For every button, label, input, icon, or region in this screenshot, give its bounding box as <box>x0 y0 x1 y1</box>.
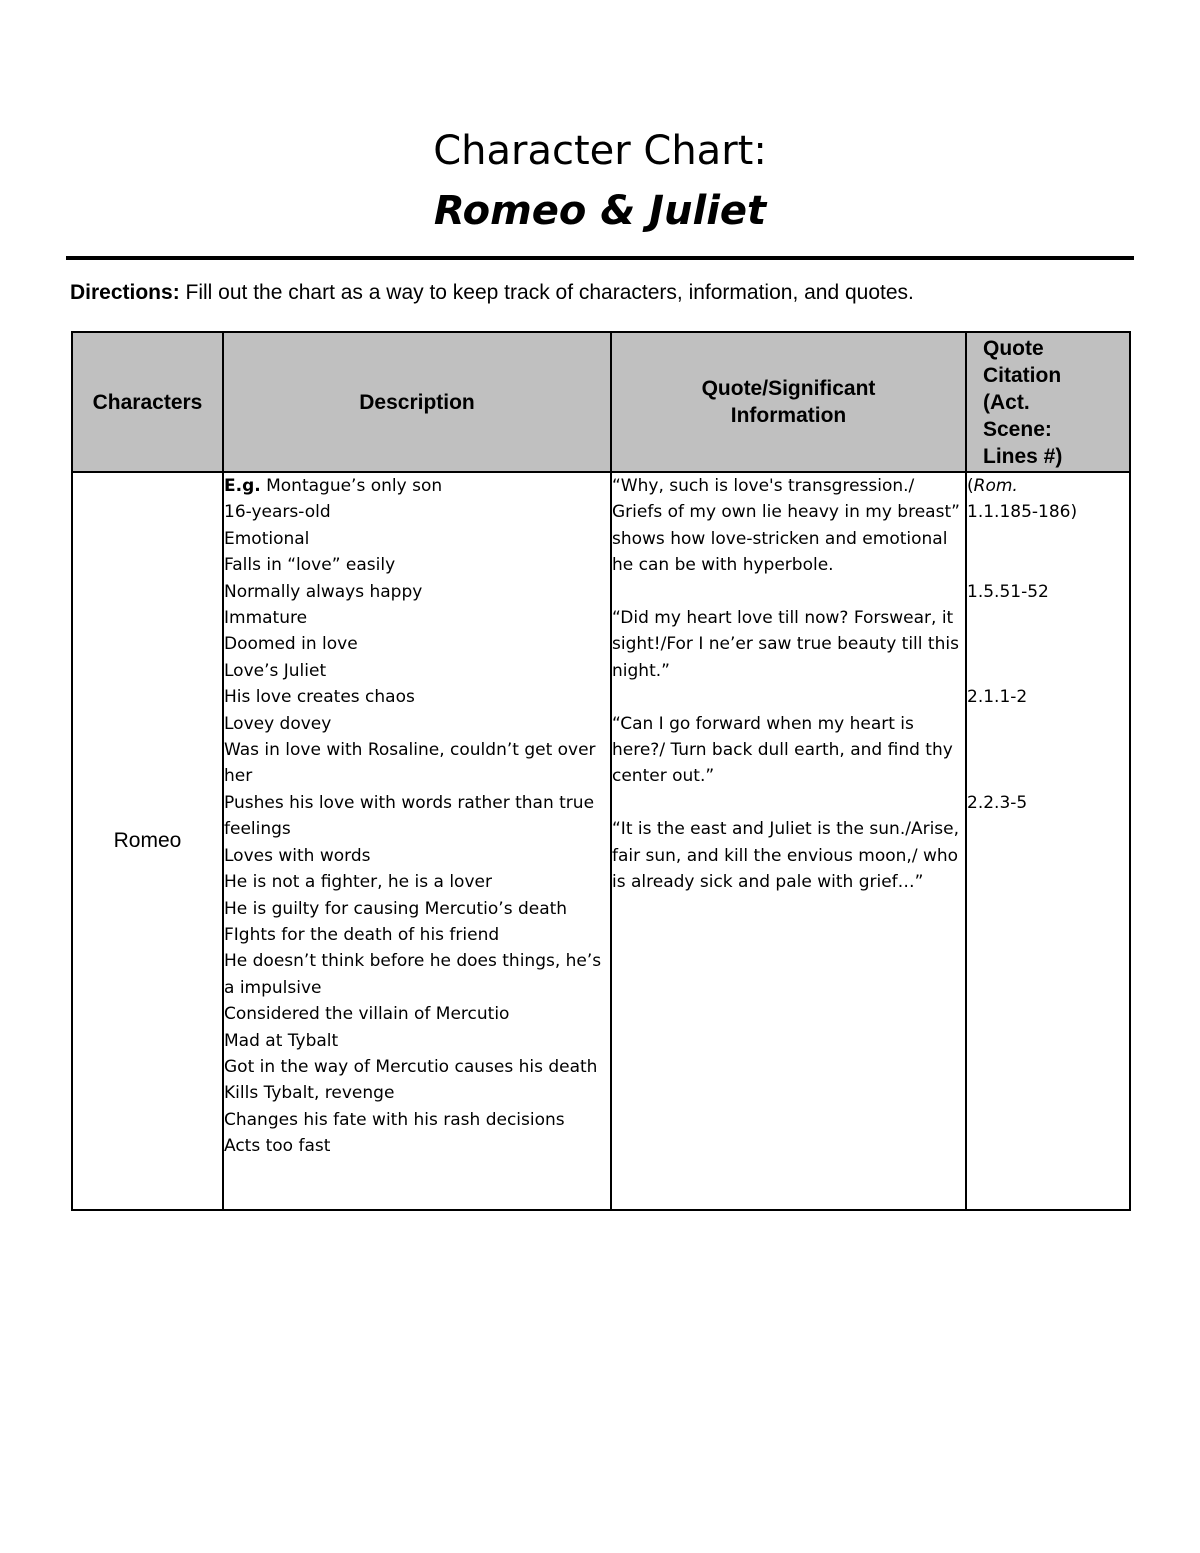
page-subtitle: Romeo & Juliet <box>433 188 767 234</box>
description-cell <box>223 472 611 1210</box>
description-line: Doomed in love <box>224 634 358 655</box>
citation-text: 2.1.1-2 <box>967 687 1028 708</box>
column-header-quote-text: Quote/Significant Information <box>701 377 876 427</box>
description-line: He is not a fighter, he is a lover <box>224 872 492 893</box>
description-line: His love creates chaos <box>224 687 415 708</box>
page-title: Character Chart: <box>433 128 767 174</box>
quote-text: “It is the east and Juliet is the sun./Arise, fair sun, and kill the envious moon,/ who is already sick and pale with grief…” <box>612 819 960 893</box>
directions-label: Directions: <box>70 281 180 304</box>
description-line: Got in the way of Mercutio causes his death <box>224 1056 598 1077</box>
quote-text: “Why, such is love's transgression./ Griefs of my own lie heavy in my breast” shows how love-stricken and emotional he can be with hyperbole. <box>612 476 960 576</box>
column-header-quote <box>611 332 966 472</box>
description-line: Lovey dovey <box>224 713 332 734</box>
description-line: Immature <box>224 608 308 629</box>
description-line: Kills Tybalt, revenge <box>224 1083 395 1104</box>
quote-text: “Did my heart love till now? Forswear, it sight!/For I ne’er saw true beauty till this night.” <box>612 608 959 681</box>
table-header-row <box>72 332 1130 472</box>
description-line: Was in love with Rosaline, couldn’t get over her <box>224 740 596 787</box>
citation-text: (Rom. 1.1.185-186) <box>967 476 1078 523</box>
citation-cell <box>966 472 1130 1210</box>
title-divider <box>66 256 1134 260</box>
description-line: Considered the villain of Mercutio <box>224 1004 510 1025</box>
column-header-citation-text: Quote Citation (Act. Scene: Lines #) <box>983 336 1063 468</box>
description-line: Changes his fate with his rash decisions <box>224 1109 565 1130</box>
description-line: Emotional <box>224 528 310 549</box>
description-line: Mad at Tybalt <box>224 1030 339 1051</box>
description-line: E.g. Montague’s only son <box>224 476 443 496</box>
directions <box>70 279 914 307</box>
quote-cell <box>611 472 966 1210</box>
description-line: He is guilty for causing Mercutio’s death <box>224 898 568 919</box>
description-line: 16-years-old <box>224 502 331 523</box>
play-abbreviation: Rom. <box>973 476 1018 496</box>
column-header-citation <box>966 332 1130 472</box>
citation-text: 2.2.3-5 <box>967 792 1028 813</box>
description-line: Love’s Juliet <box>224 660 327 681</box>
column-header-description: Description <box>223 332 611 472</box>
table-row <box>72 472 1130 1210</box>
citation-text: 1.5.51-52 <box>967 581 1049 602</box>
description-line: He doesn’t think before he does things, he’s a impulsive <box>224 951 602 998</box>
description-line: FIghts for the death of his friend <box>224 924 500 945</box>
description-line: Acts too fast <box>224 1136 331 1157</box>
quote-text: “Can I go forward when my heart is here?/ Turn back dull earth, and find thy center out.” <box>612 713 953 787</box>
description-line: Normally always happy <box>224 581 423 602</box>
description-line: Falls in “love” easily <box>224 555 396 576</box>
character-cell: Romeo <box>72 472 223 1210</box>
column-header-characters: Characters <box>72 332 223 472</box>
character-chart-table <box>71 331 1131 1211</box>
description-line: Pushes his love with words rather than true feelings <box>224 792 595 840</box>
description-prefix: E.g. <box>224 476 261 496</box>
description-line: Loves with words <box>224 845 371 866</box>
directions-text: Fill out the chart as a way to keep track of characters, information, and quotes. <box>179 281 914 304</box>
